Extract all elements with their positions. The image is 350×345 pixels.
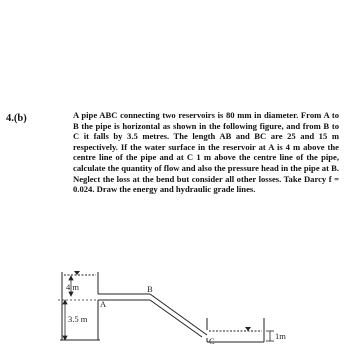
label-3-5m: 3.5 m xyxy=(68,314,88,324)
question-number: 4.(b) xyxy=(6,113,27,124)
right-reservoir xyxy=(207,318,264,342)
label-b: B xyxy=(147,284,153,294)
dimension-1m xyxy=(266,331,274,341)
label-c: C xyxy=(209,336,215,345)
label-4m: 4 m xyxy=(66,282,79,292)
question-text: A pipe ABC connecting two reservoirs is 80 mm in diameter. From A to B the pipe is horizontal as shown in the following figure, and from B to C it falls by 3.5 metres. The length AB and BC are 25 and 15 m respectively. If the water surface in the reservoir at A is 4 m above the centre line of the pipe and at C 1 m above the centre line of the pipe, calculate the quantity of flow and also the pressure head in the pipe at B. Neglect the loss at the bend but consider all other losses. Take Darcy f = 0.024. Draw the energy and hydraulic grade lines. xyxy=(73,110,339,195)
label-a: A xyxy=(100,299,107,309)
pipe-bc xyxy=(150,294,207,337)
label-1m: 1m xyxy=(275,331,286,341)
